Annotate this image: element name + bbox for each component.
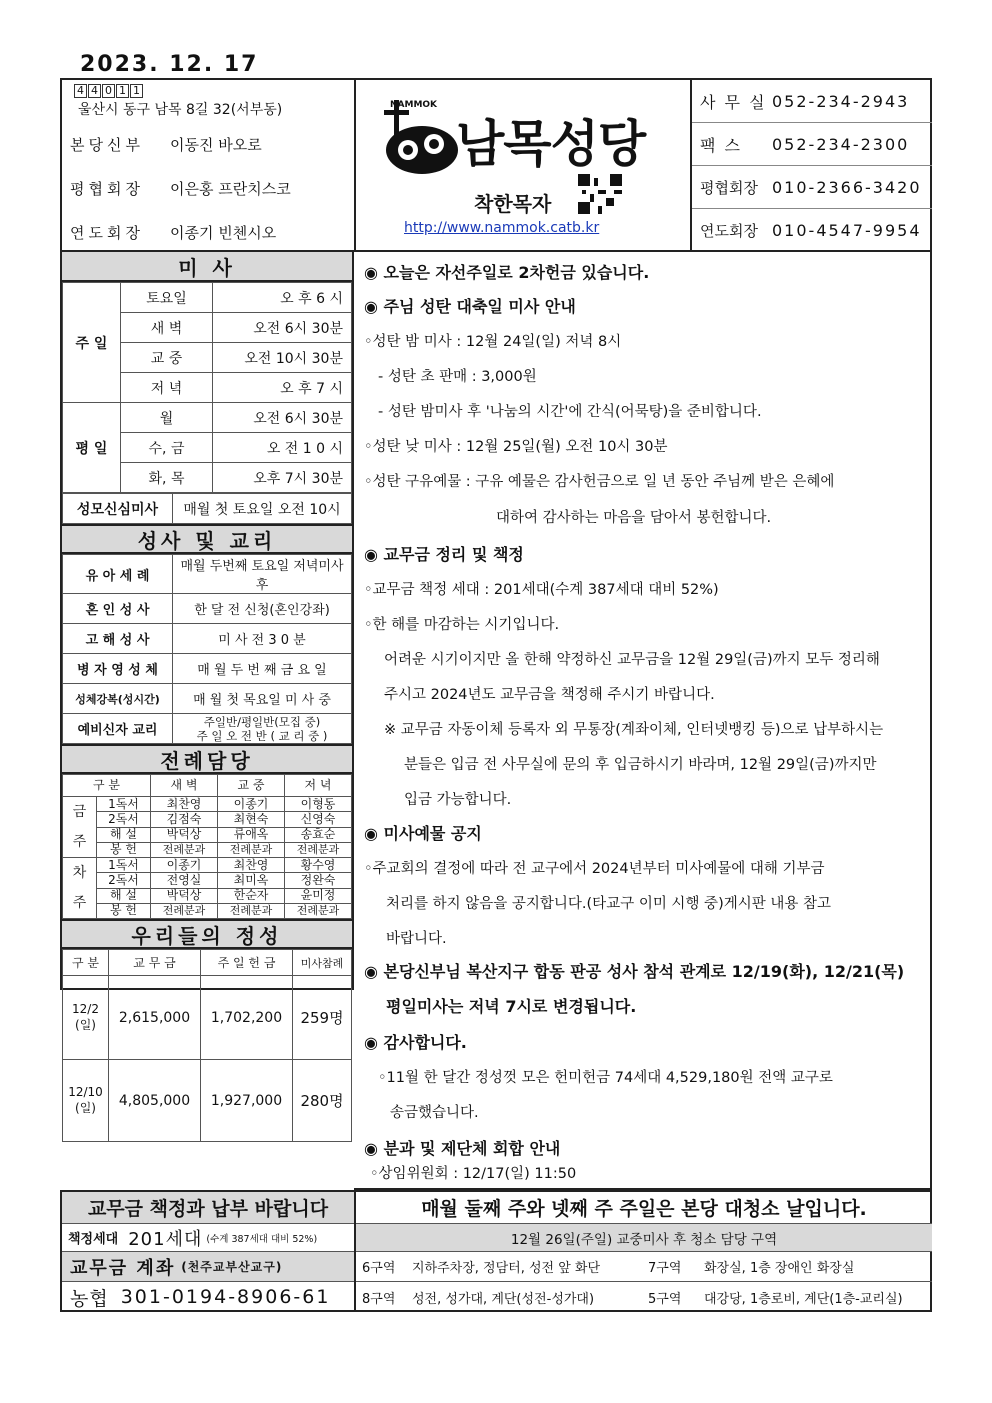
notice-dues: ◉ 교무금 정리 및 책정	[364, 545, 524, 564]
yeondo-president-row: 연도회장 이종기 빈첸시오	[70, 224, 277, 242]
dues-footer	[62, 1192, 356, 1310]
mass-heading: 미 사	[62, 252, 352, 282]
sacraments-table: 유 아 세 례 매월 두번째 토요일 저녁미사 후 혼 인 성 사 한 달 전 신청(혼인강좌) 고 해 성 사 미 사 전 3 0 분 병 자 영 성 체 매 월 두 번 째 금 요 일 성체강복(성시간) 매 월 첫 목요일 미 사 중 예비신자 교리 주일반/평일반(모집 중) 주 일 오 전 반 ( 교 리 중 )	[62, 554, 352, 744]
sunday-label: 주 일	[63, 283, 121, 403]
notice-schedule-change: ◉ 본당신부님 복산지구 합동 판공 성사 참석 관계로 12/19(화), 12/21(목)	[364, 962, 905, 981]
motto: 착한목자	[474, 192, 552, 216]
footer-box	[60, 1190, 932, 1312]
mass-schedule-table: 주 일 토요일 오 후 6 시 새 벽 오전 6시 30분 교 중 오전 10시 30분 저 녁 오 후 7 시 평 일 월 오전 6시 30분 수, 금 오 전 1 0 시 화, 목 오후 7시 30분	[62, 282, 352, 493]
zip-code: 4 4 0 1 1	[74, 84, 143, 98]
notice-christmas: ◉ 주님 성탄 대축일 미사 안내	[364, 297, 576, 316]
council-president-row: 평협회장 이은홍 프란치스코	[70, 180, 291, 198]
contact-fax: 팩 스 052-234-2300	[692, 123, 932, 166]
left-column	[60, 252, 354, 1115]
offering-heading: 우리들의 정성	[62, 919, 352, 949]
notice-charity: ◉ 오늘은 자선주일로 2차헌금 있습니다.	[364, 263, 650, 282]
liturgy-heading: 전례담당	[62, 744, 352, 774]
church-info	[62, 80, 356, 250]
cleaning-title: 매월 둘째 주와 넷째 주 주일은 본당 대청소 날입니다.	[356, 1192, 932, 1224]
cleaning-subtitle: 12월 26일(주일) 교중미사 후 청소 담당 구역	[356, 1224, 932, 1252]
pastor-row: 본당신부 이동진 바오로	[70, 136, 262, 154]
church-name: 남목성당	[456, 115, 646, 173]
church-address: 울산시 동구 남목 8길 32(서부동)	[78, 102, 283, 118]
notice-thanks: ◉ 감사합니다.	[364, 1033, 467, 1052]
contact-list	[692, 80, 932, 250]
qr-code-icon	[578, 174, 622, 214]
notice-mass-stipend: ◉ 미사예물 공지	[364, 824, 482, 843]
account-title-row: 교무금 계좌 (천주교부산교구)	[62, 1252, 354, 1282]
website-link[interactable]: http://www.nammok.catb.kr	[404, 220, 600, 236]
contact-yeondo: 연도회장 010-4547-9954	[700, 221, 922, 240]
dues-title: 교무금 책정과 납부 바랍니다	[62, 1192, 354, 1224]
bulletin-date: 2023. 12. 17	[80, 52, 259, 77]
zone-row-1: 6구역 지하주차장, 정담터, 성전 앞 화단 7구역 화장실, 1층 장애인 화장실	[356, 1252, 932, 1282]
contact-council: 평협회장 010-2366-3420	[692, 166, 932, 209]
contact-office: 사 무 실 052-234-2943	[692, 80, 932, 123]
offering-table: 구 분 교 무 금 주 일 헌 금 미사참례 12/2 (일) 2,615,000 1,702,200 259명 12/10 (일) 4,805,000 1,927,000 280명	[62, 949, 352, 1142]
church-logo-area	[356, 80, 692, 250]
weekday-label: 평 일	[63, 403, 121, 493]
logo-small-text: NAMMOK	[390, 100, 438, 110]
liturgy-table: 구 분 새 벽 교 중 저 녁 금 주 1독서 최찬영 이종기 이형동 2독서 김점숙 최현숙 신영숙 해 설 박덕상 류애옥 송효순 봉 헌 전례분과 전례분과 전례분과 차 주 1독서 이종기 최찬영 황수영 2독서 전영실 최미옥 정완숙 해 설 박덕상 한순자 윤미정 봉 헌 전례분과 전례분과 전례분과	[62, 774, 352, 919]
next-week-label: 차 주	[63, 858, 97, 919]
zone-row-2: 8구역 성전, 성가대, 계단(성전-성가대) 5구역 대강당, 1층로비, 계단(1층-교리실)	[362, 1291, 903, 1307]
account-row: 농협 301-0194-8906-61	[70, 1286, 331, 1310]
heart-mass-table: 성모신심미사 매월 첫 토요일 오전 10시	[62, 493, 352, 524]
account-number: 301-0194-8906-61	[120, 1286, 331, 1308]
sacraments-heading: 성사 및 교리	[62, 524, 352, 554]
notice-meetings: ◉ 분과 및 제단체 회합 안내	[364, 1139, 561, 1158]
header-box	[60, 78, 932, 252]
households-row: 책정세대 201세대 (수계 387세대 대비 52%)	[62, 1224, 354, 1252]
notices-column: ◉ 오늘은 자선주일로 2차헌금 있습니다. ◉ 주님 성탄 대축일 미사 안내 ◦성탄 밤 미사 : 12월 24일(일) 저녁 8시 - 성탄 초 판매 : 3,000원 - 성탄 밤미사 후 '나눔의 시간'에 간식(어묵탕)을 준비합니다. ◦성탄 낮 미사 : 12월 25일(월) 오전 10시 30분 ◦성탄 구유예물 : 구유 예물은 감사헌금으로 일 년 동안 주님께 받은 은혜에 대하여 감사하는 마음을 담아서 봉헌합니다. ◉ 교무금 정리 및 책정 ◦교무금 책정 세대 : 201세대(수계 387세대 대비 52%) ◦한 해를 마감하는 시기입니다. 어려운 시기이지만 올 한해 약정하신 교무금을 12월 29일(금)까지 모두 정리해 주시고 2024년도 교무금을 책정해 주시기 바랍니다. ※ 교무금 자동이체 등록자 외 무통장(계좌이체, 인터넷뱅킹 등)으로 납부하시는 분들은 입금 전 사무실에 문의 후 입금하시기 바라며, 12월 29일(금)까지만 입금 가능합니다. ◉ 미사예물 공지 ◦주교회의 결정에 따라 전 교구에서 2024년부터 미사예물에 대해 기부금 처리를 하지 않음을 공지합니다.(타교구 이미 시행 중)게시판 내용 참고 바랍니다. ◉ 본당신부님 복산지구 합동 판공 성사 참석 관계로 12/19(화), 12/21(목) 평일미사는 저녁 7시로 변경됩니다. ◉ 감사합니다. ◦11월 한 달간 정성껏 모은 헌미헌금 74세대 4,529,180원 전액 교구로 송금했습니다. ◉ 분과 및 제단체 회합 안내 ◦상임위원회 : 12/17(일) 11:50	[354, 252, 932, 1190]
this-week-label: 금 주	[63, 797, 97, 858]
cleaning-footer	[356, 1192, 932, 1310]
